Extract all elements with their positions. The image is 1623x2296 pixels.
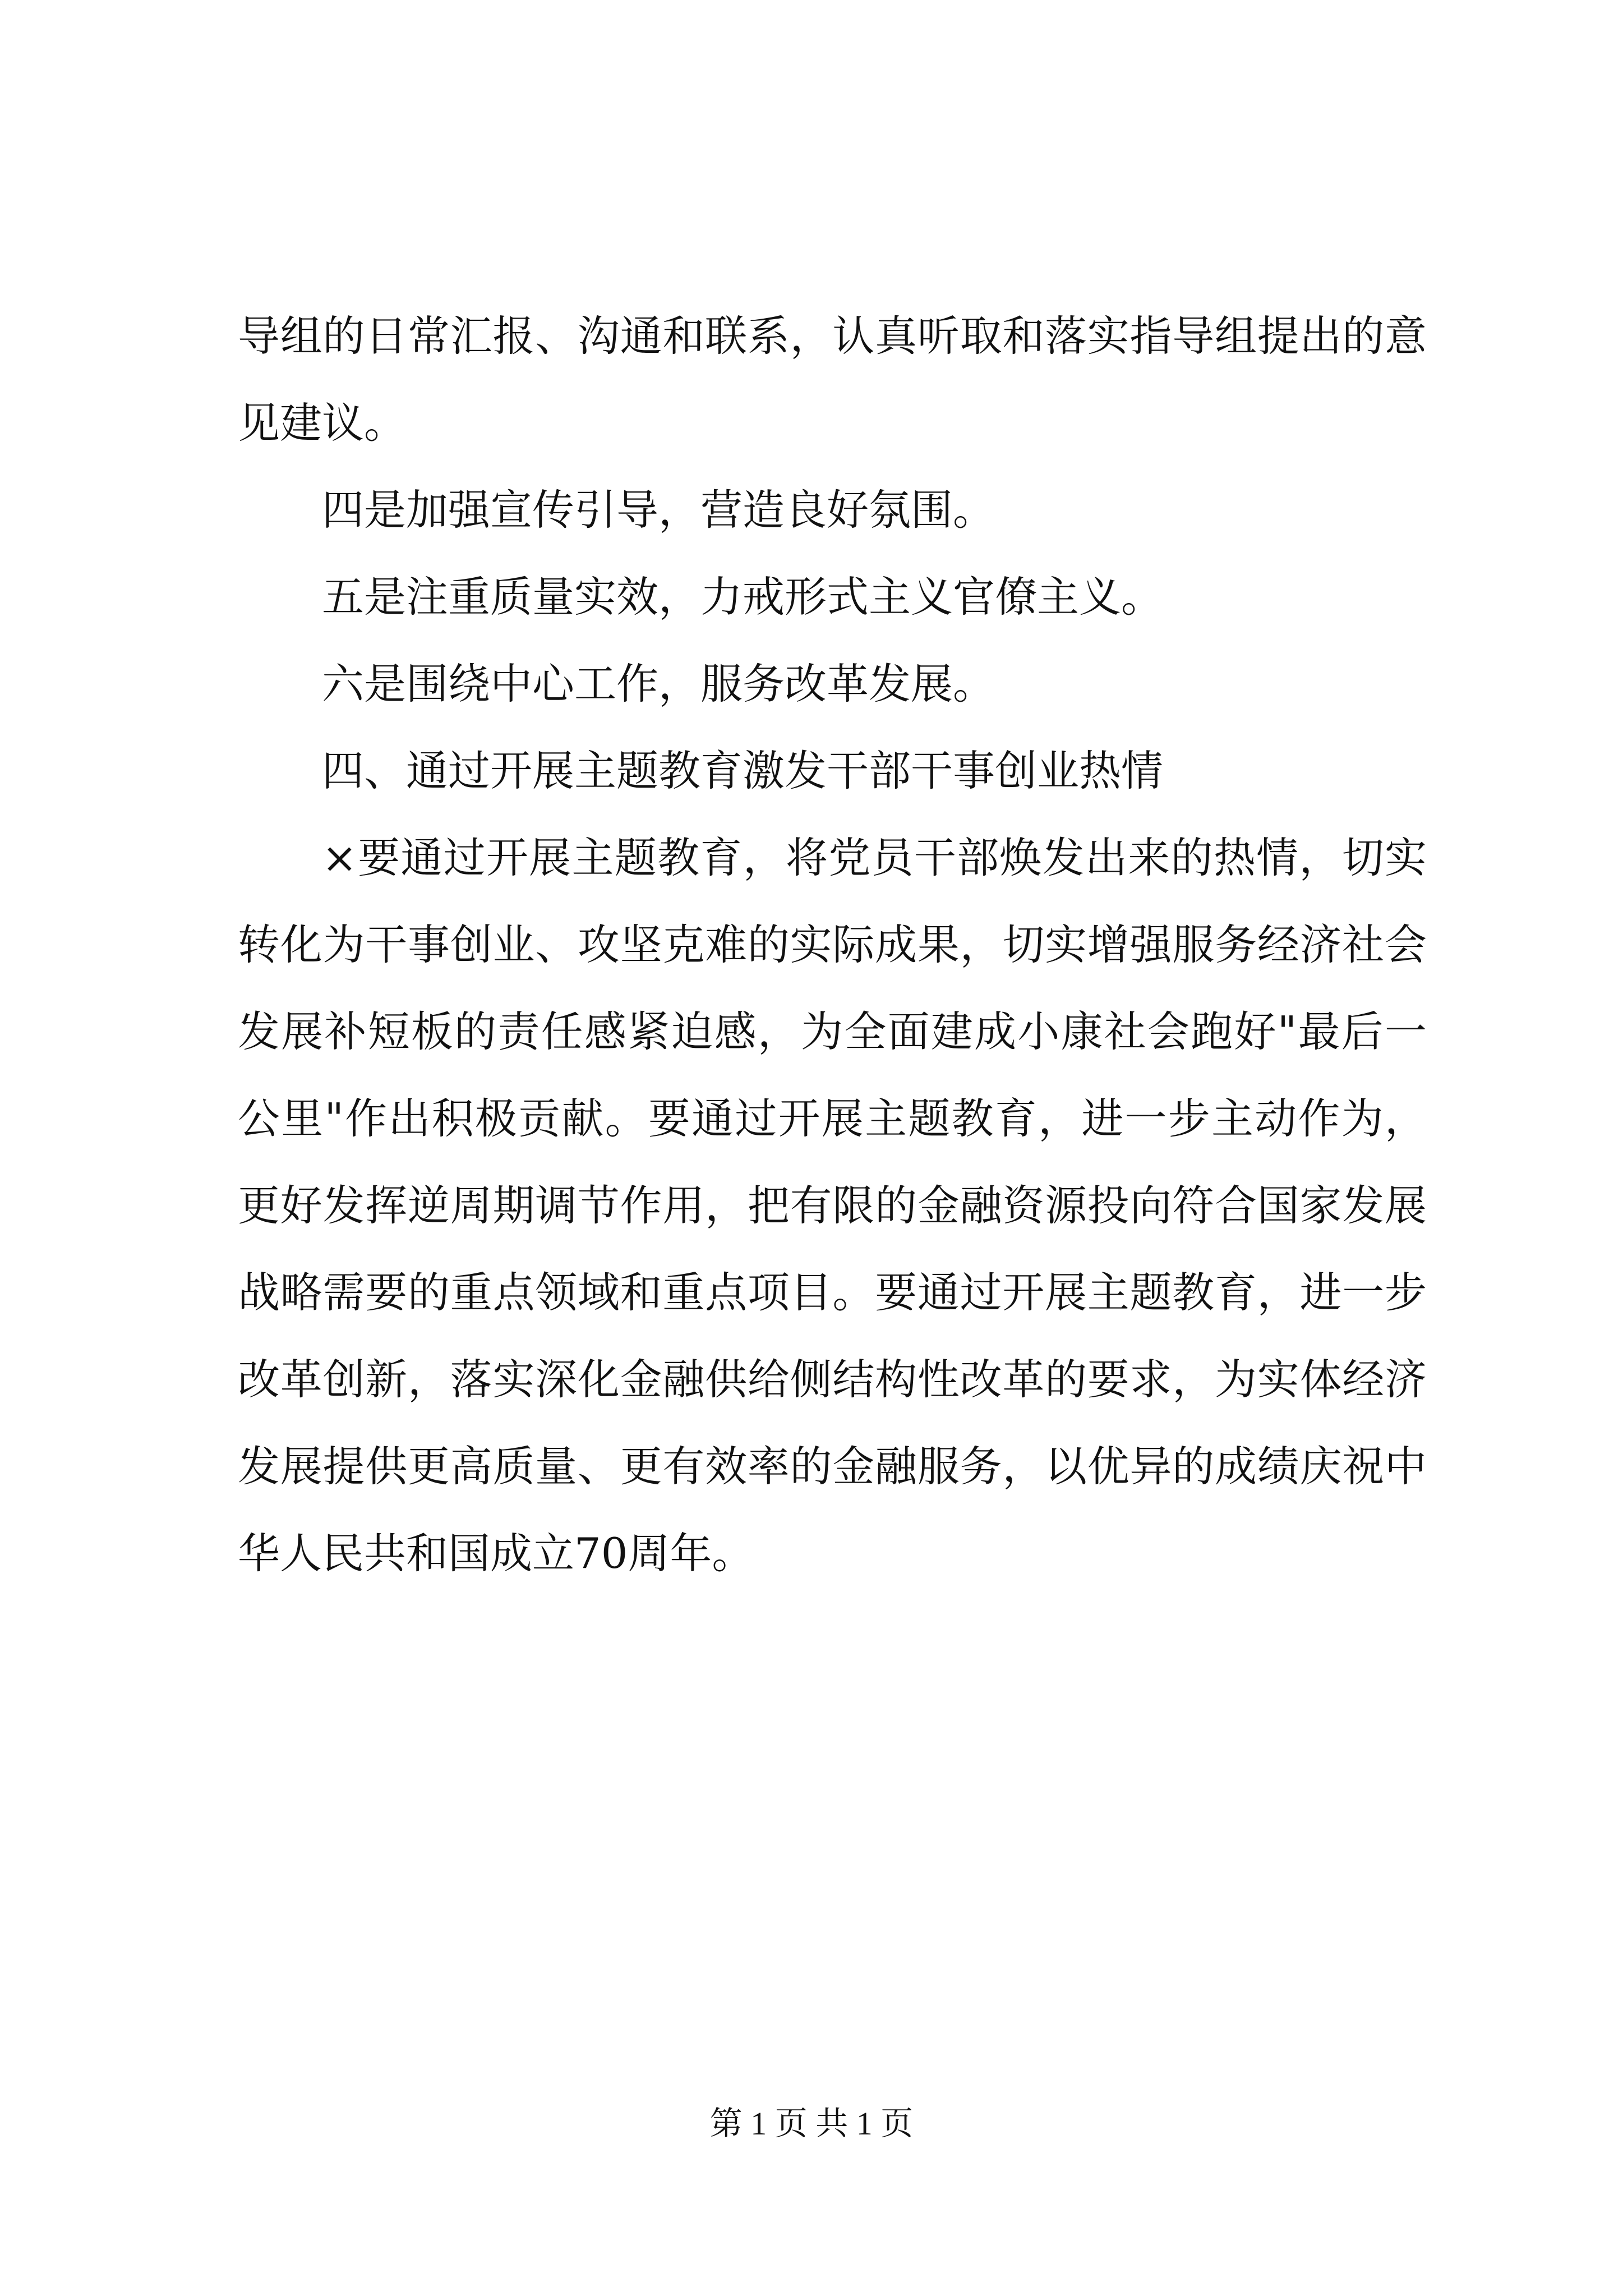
page-footer: 第 1 页 共 1 页: [709, 2105, 914, 2142]
section-heading: 四、通过开展主题教育激发干部干事创业热情: [322, 746, 1164, 795]
paragraph-point-six: 六是围绕中心工作，服务改革发展。: [322, 659, 995, 708]
document-body: [238, 293, 1427, 1597]
paragraph-point-four: 四是加强宣传引导，营造良好氛围。: [322, 485, 995, 535]
paragraph-continuation: 导组的日常汇报、沟通和联系，认真听取和落实指导组提出的意见建议。: [238, 311, 1427, 448]
paragraph-point-five: 五是注重质量实效，力戒形式主义官僚主义。: [322, 572, 1164, 622]
paragraph-body: ×要通过开展主题教育，将党员干部焕发出来的热情，切实转化为干事创业、攻坚克难的实际成果，切实增强服务经济社会发展补短板的责任感紧迫感，为全面建成小康社会跑好"最后一公里"作出积极贡献。要通过开展主题教育，进一步主动作为，更好发挥逆周期调节作用，把有限的金融资源投向符合国家发展战略需要的重点领域和重点项目。要通过开展主题教育，进一步改革创新，落实深化金融供给侧结构性改革的要求，为实体经济发展提供更高质量、更有效率的金融服务，以优异的成绩庆祝中华人民共和国成立70周年。: [238, 833, 1427, 1578]
